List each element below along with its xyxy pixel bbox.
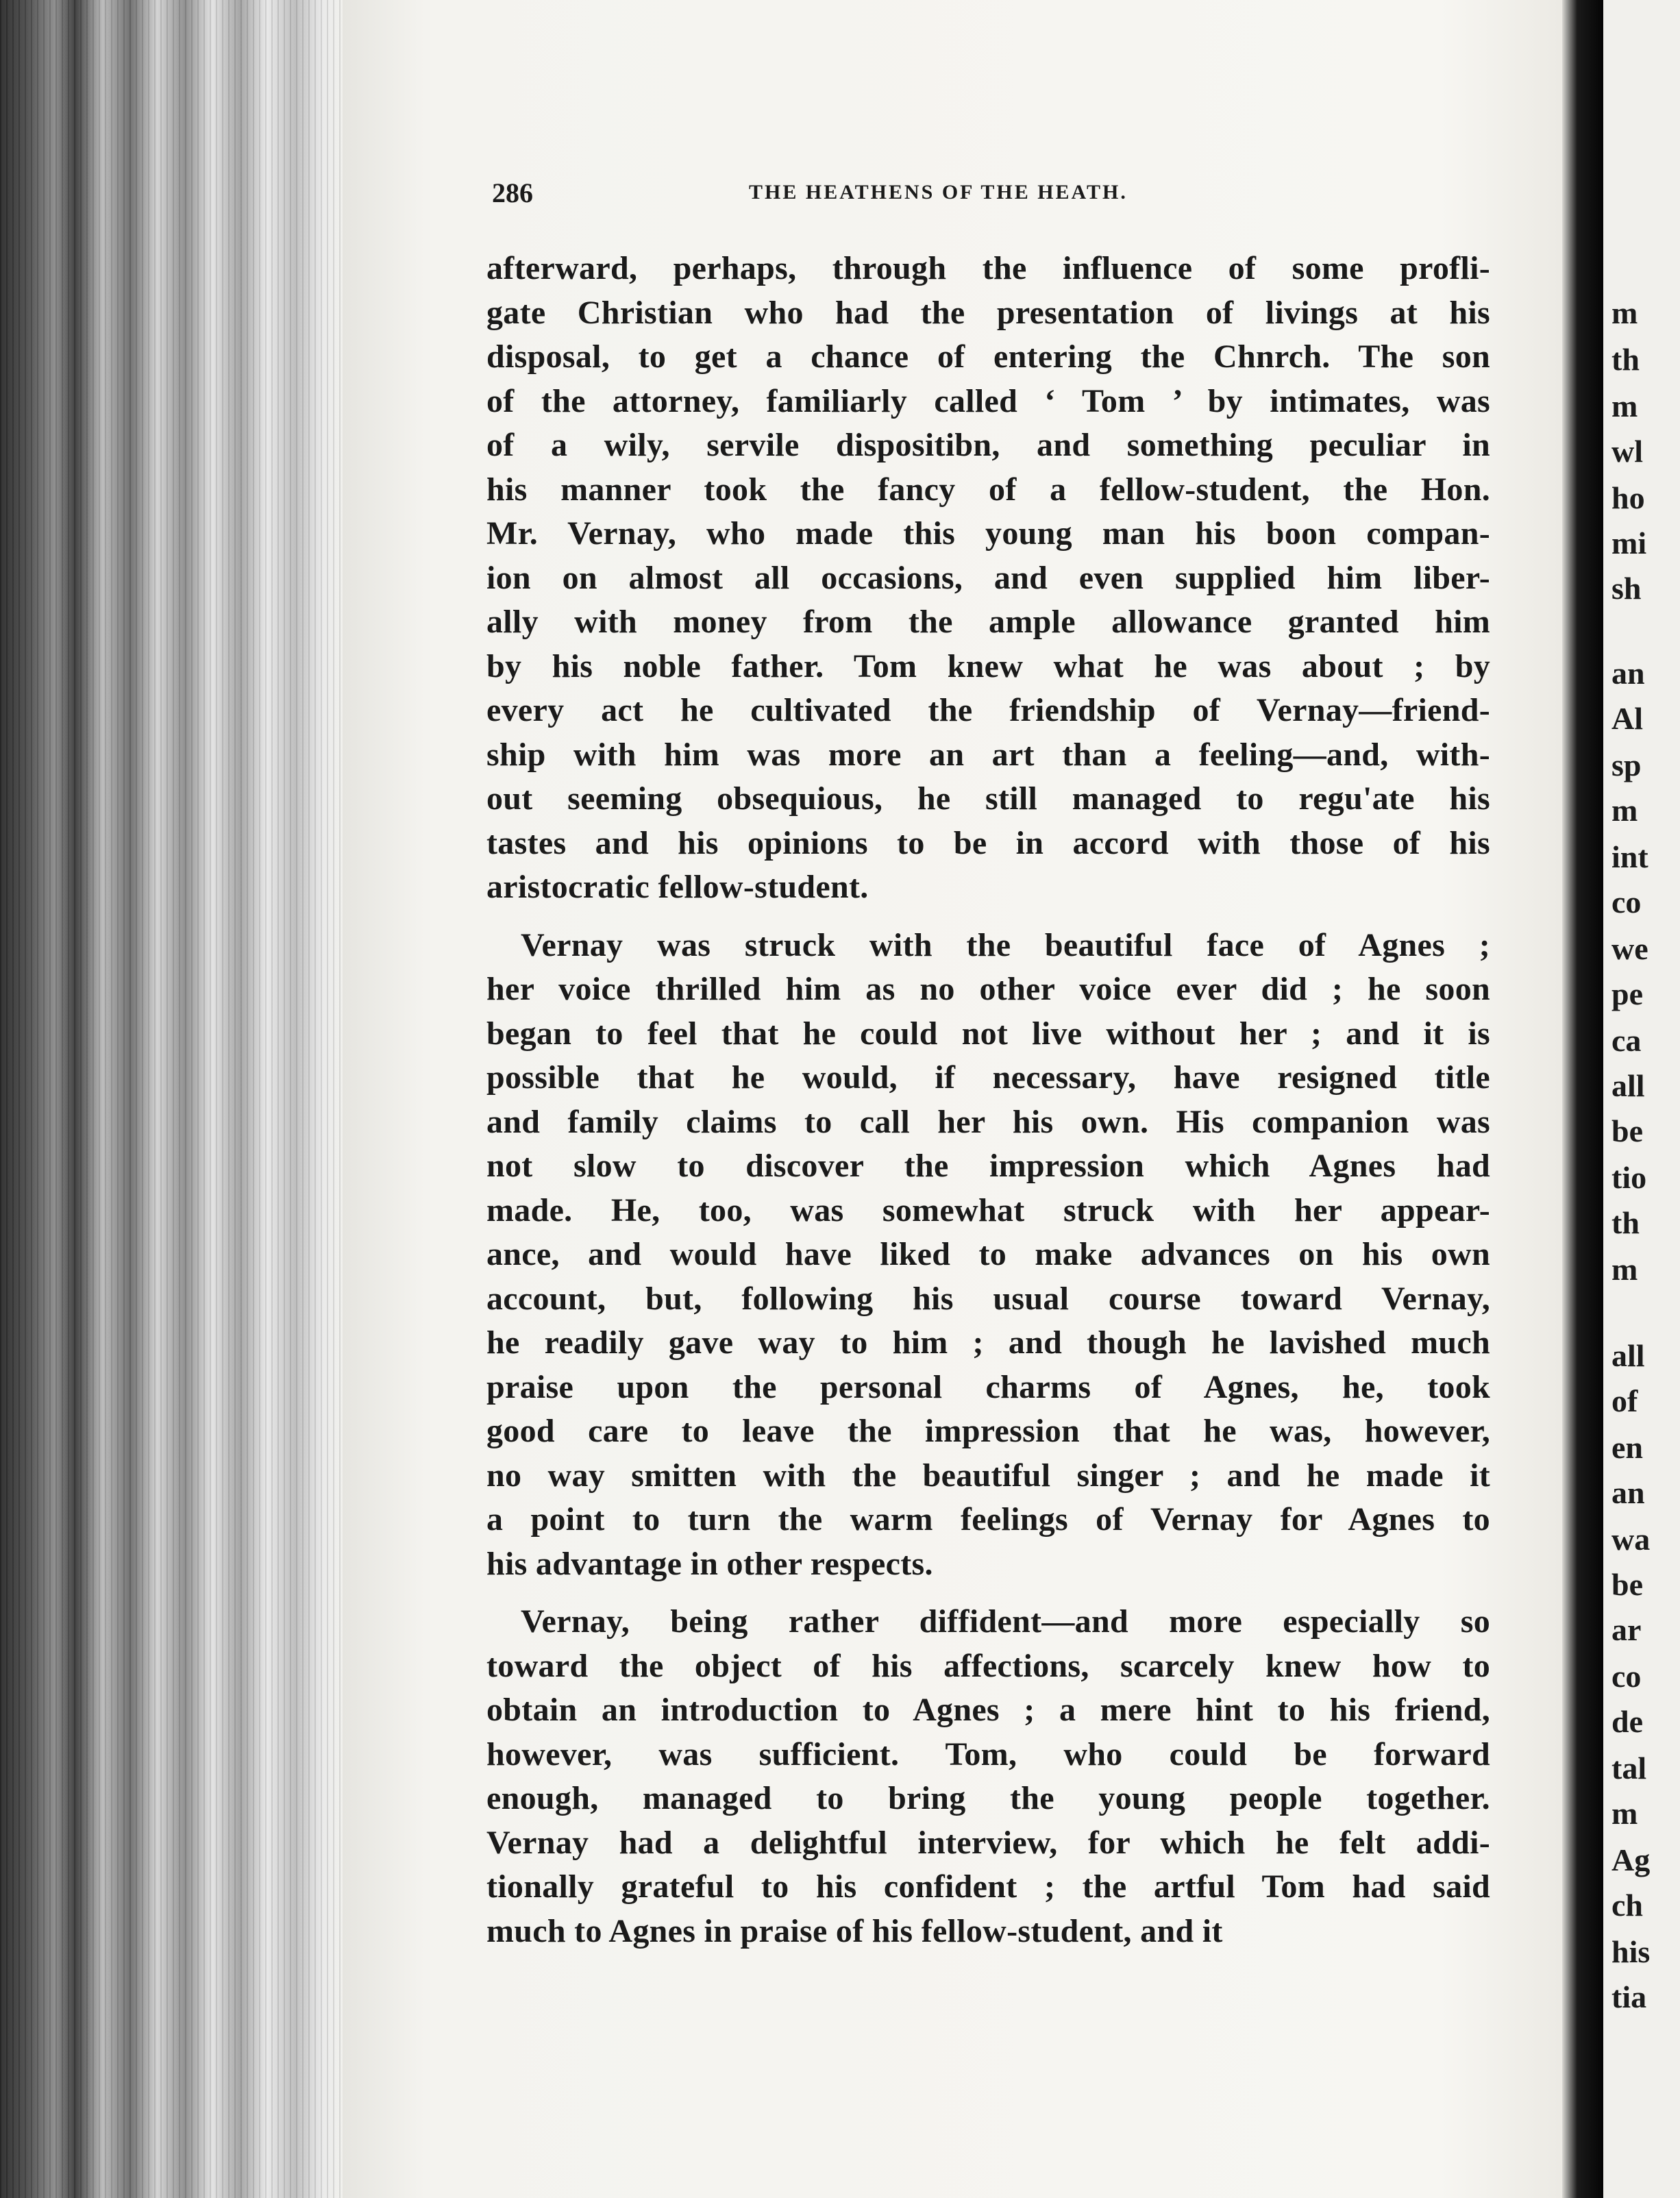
- text-line: however, was sufficient. Tom, who could be forward: [486, 1736, 1490, 1773]
- text-line: ion on almost all occasions, and even supplied him liber-: [486, 559, 1490, 596]
- page-number: 286: [492, 177, 533, 208]
- facing-page-fragment: co: [1611, 1659, 1642, 1694]
- facing-page-fragment: m: [1611, 295, 1638, 330]
- facing-page-fragment: wl: [1611, 434, 1643, 469]
- facing-page-fragment: ca: [1611, 1023, 1642, 1058]
- facing-page-fragment: m: [1611, 793, 1638, 828]
- facing-page-fragment: de: [1611, 1704, 1643, 1739]
- facing-page-fragment: ho: [1611, 480, 1645, 515]
- text-line: aristocratic fellow-student.: [486, 869, 869, 905]
- text-line: out seeming obsequious, he still managed to regu'ate his: [486, 780, 1490, 817]
- text-line: his manner took the fancy of a fellow-student, the Hon.: [486, 471, 1490, 508]
- text-line: tastes and his opinions to be in accord with those of his: [486, 824, 1490, 861]
- facing-page-fragment: wa: [1611, 1522, 1651, 1557]
- text-line: Mr. Vernay, who made this young man his boon compan-: [486, 515, 1490, 552]
- text-line: ally with money from the ample allowance granted him: [486, 604, 1490, 640]
- facing-page-fragment: sh: [1611, 571, 1642, 606]
- text-line: by his noble father. Tom knew what he was about ; by: [486, 647, 1490, 684]
- facing-page-fragment: ch: [1611, 1888, 1643, 1923]
- facing-page-fragment: mi: [1611, 526, 1647, 560]
- facing-page-fragment: tio: [1611, 1160, 1647, 1195]
- text-line: made. He, too, was somewhat struck with her appear-: [486, 1191, 1490, 1228]
- text-line: enough, managed to bring the young people together.: [486, 1780, 1490, 1816]
- facing-page-fragment: Al: [1611, 701, 1643, 736]
- text-line: account, but, following his usual course toward Vernay,: [486, 1280, 1490, 1317]
- facing-page-fragment: we: [1611, 931, 1648, 966]
- text-line: afterward, perhaps, through the influence of some profli-: [486, 250, 1490, 286]
- book-page-edges: [0, 0, 343, 2198]
- text-line: tionally grateful to his confident ; the artful Tom had said: [486, 1868, 1490, 1905]
- text-line: disposal, to get a chance of entering the Chnrch. The son: [486, 338, 1490, 375]
- facing-page-fragment: pe: [1611, 976, 1643, 1011]
- facing-page-fragment: all: [1611, 1068, 1645, 1103]
- text-line: possible that he would, if necessary, have resigned title: [486, 1059, 1490, 1096]
- paragraph: [486, 924, 1490, 1587]
- facing-page-fragment: all: [1611, 1338, 1645, 1373]
- facing-page-fragment: th: [1611, 342, 1640, 377]
- facing-page-fragment: m: [1611, 388, 1638, 423]
- paragraph: [486, 1600, 1490, 1953]
- paragraph-gap: [486, 910, 1490, 924]
- facing-page-fragment: m: [1611, 1796, 1638, 1831]
- text-line: good care to leave the impression that he was, however,: [486, 1413, 1490, 1449]
- text-line: ance, and would have liked to make advances on his own: [486, 1236, 1490, 1272]
- text-line: her voice thrilled him as no other voice ever did ; he soon: [486, 971, 1490, 1007]
- text-line: and family claims to call her his own. His companion was: [486, 1103, 1490, 1140]
- facing-page-fragment: be: [1611, 1567, 1643, 1602]
- facing-page-fragment: th: [1611, 1205, 1640, 1240]
- facing-page-fragment: his: [1611, 1934, 1651, 1969]
- body-text: [486, 247, 1490, 1953]
- facing-page-fragment: Ag: [1611, 1842, 1651, 1877]
- facing-page-fragment: of: [1611, 1383, 1638, 1418]
- facing-page-fragment: ar: [1611, 1612, 1642, 1647]
- running-title: THE HEATHENS OF THE HEATH.: [749, 181, 1128, 203]
- text-line: every act he cultivated the friendship of Vernay—friend-: [486, 692, 1490, 728]
- facing-page-fragment: an: [1611, 656, 1645, 691]
- text-line: not slow to discover the impression which Agnes had: [486, 1148, 1490, 1184]
- facing-page-fragment: co: [1611, 885, 1642, 919]
- text-line: a point to turn the warm feelings of Vernay for Agnes to: [486, 1501, 1490, 1538]
- facing-page-fragment: m: [1611, 1252, 1638, 1287]
- facing-page-fragment: sp: [1611, 748, 1642, 782]
- facing-page-fragment: be: [1611, 1113, 1643, 1148]
- text-line: toward the object of his affections, scarcely knew how to: [486, 1647, 1490, 1684]
- book-gutter: [1562, 0, 1603, 2198]
- text-line: he readily gave way to him ; and though he lavished much: [486, 1324, 1490, 1361]
- text-line: no way smitten with the beautiful singer ; and he made it: [486, 1457, 1490, 1494]
- running-header: [492, 177, 1489, 218]
- facing-page-fragment: int: [1611, 839, 1648, 874]
- facing-page-fragment: an: [1611, 1475, 1645, 1510]
- text-line: much to Agnes in praise of his fellow-student, and it: [486, 1912, 1223, 1949]
- text-line: began to feel that he could not live without her ; and it is: [486, 1015, 1490, 1052]
- text-line: obtain an introduction to Agnes ; a mere hint to his friend,: [486, 1692, 1490, 1728]
- text-line: Vernay had a delightful interview, for which he felt addi-: [486, 1824, 1490, 1861]
- paragraph-gap: [486, 1586, 1490, 1600]
- text-line: of a wily, servile dispositibn, and something peculiar in: [486, 427, 1490, 463]
- text-line: Vernay, being rather diffident—and more especially so: [521, 1603, 1490, 1640]
- text-line: ship with him was more an art than a feeling—and, with-: [486, 736, 1490, 773]
- facing-page-fragment: tal: [1611, 1751, 1647, 1786]
- facing-page-fragment: tia: [1611, 1979, 1647, 2014]
- text-line: his advantage in other respects.: [486, 1545, 933, 1582]
- text-line: of the attorney, familiarly called ‘ Tom ’ by intimates, was: [486, 382, 1490, 419]
- facing-page-fragment: en: [1611, 1430, 1643, 1465]
- paragraph: [486, 247, 1490, 910]
- text-line: praise upon the personal charms of Agnes, he, took: [486, 1368, 1490, 1405]
- text-line: gate Christian who had the presentation of livings at his: [486, 294, 1490, 331]
- text-line: Vernay was struck with the beautiful face of Agnes ;: [521, 926, 1490, 963]
